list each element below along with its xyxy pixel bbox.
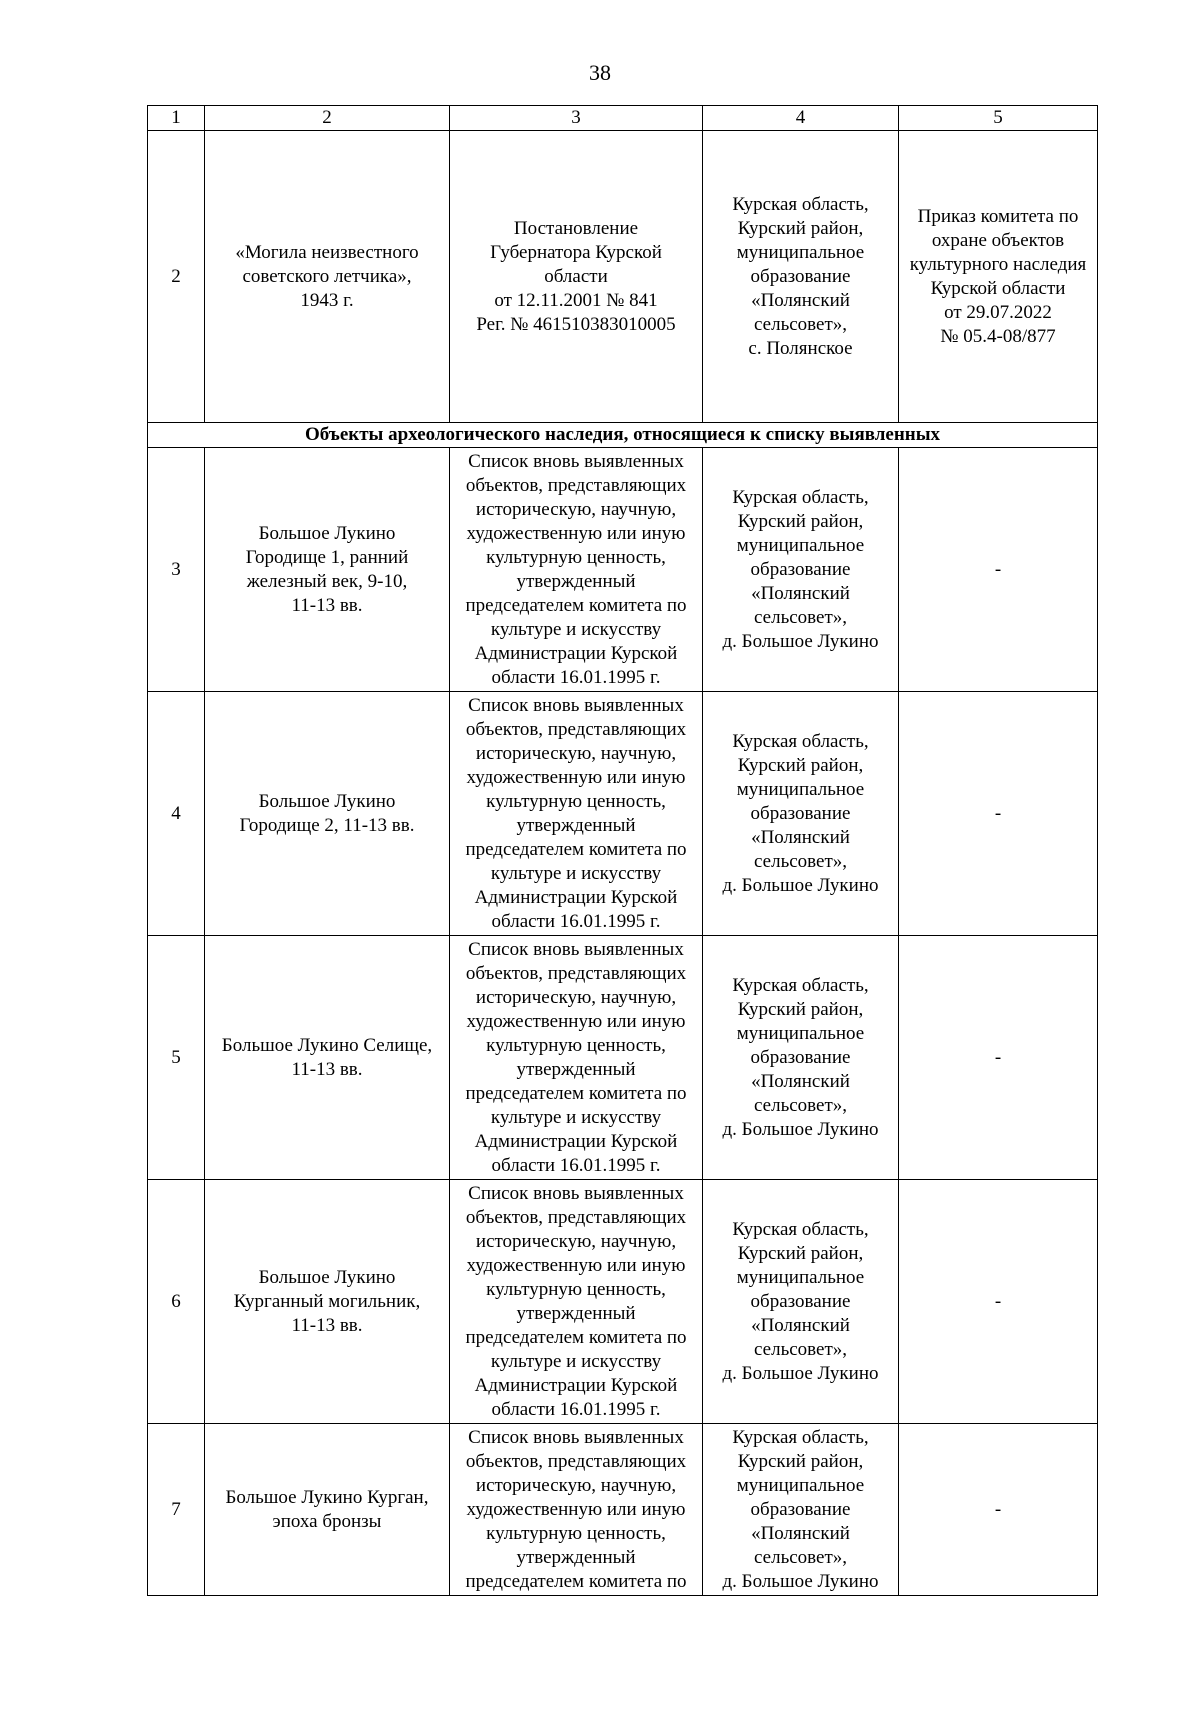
text-line: образование	[750, 265, 851, 287]
text-line: с. Полянское	[748, 337, 853, 359]
text-line: «Полянский	[751, 1522, 850, 1544]
object-name-cell	[205, 1424, 450, 1596]
text-line: художественную или иную	[466, 522, 686, 544]
text-line: образование	[750, 558, 851, 580]
column-number: 2	[205, 106, 450, 131]
text-line: Губернатора Курской	[490, 241, 662, 263]
location-cell	[703, 692, 899, 936]
heritage-objects-table	[147, 105, 1098, 1596]
text-line: Список вновь выявленных	[468, 1182, 684, 1204]
location-cell	[703, 1424, 899, 1596]
text-line: образование	[750, 802, 851, 824]
text-line: художественную или иную	[466, 1498, 686, 1520]
text-line: историческую, научную,	[475, 1474, 677, 1496]
text-line: историческую, научную,	[475, 1230, 677, 1252]
text-line: председателем комитета по	[465, 1326, 687, 1348]
text-line: Курский район,	[737, 217, 864, 239]
document-cell	[450, 936, 703, 1180]
order-cell: -	[899, 1180, 1098, 1424]
section-header-row	[148, 423, 1098, 448]
text-line: д. Большое Лукино	[722, 1118, 879, 1140]
text-line: Большое Лукино	[258, 522, 396, 544]
text-line: объектов, представляющих	[465, 718, 687, 740]
text-line: Курская область,	[732, 974, 869, 996]
text-line: художественную или иную	[466, 1254, 686, 1276]
document-cell	[450, 692, 703, 936]
text-line: Рег. № 461510383010005	[476, 313, 676, 335]
text-line: муниципальное	[736, 1474, 865, 1496]
object-name-cell	[205, 936, 450, 1180]
text-line: объектов, представляющих	[465, 474, 687, 496]
row-number: 5	[148, 936, 205, 1180]
location-cell	[703, 1180, 899, 1424]
text-line: от 29.07.2022	[944, 301, 1052, 323]
location-cell	[703, 131, 899, 423]
text-line: Большое Лукино Селище,	[221, 1034, 433, 1056]
column-number: 4	[703, 106, 899, 131]
text-line: сельсовет»,	[753, 1338, 848, 1360]
text-line: объектов, представляющих	[465, 1206, 687, 1228]
order-cell: -	[899, 1424, 1098, 1596]
text-line: д. Большое Лукино	[722, 1362, 879, 1384]
text-line: «Полянский	[751, 1314, 850, 1336]
text-line: Курская область,	[732, 1426, 869, 1448]
text-line: Курский район,	[737, 998, 864, 1020]
page-number: 38	[589, 60, 611, 85]
text-line: председателем комитета по	[465, 594, 687, 616]
text-line: охране объектов	[931, 229, 1065, 251]
column-number: 1	[148, 106, 205, 131]
text-line: Курганный могильник,	[233, 1290, 421, 1312]
text-line: Курская область,	[732, 1218, 869, 1240]
text-line: эпоха бронзы	[272, 1510, 382, 1532]
order-cell: -	[899, 448, 1098, 692]
text-line: объектов, представляющих	[465, 1450, 687, 1472]
text-line: «Полянский	[751, 1070, 850, 1092]
text-line: образование	[750, 1290, 851, 1312]
order-cell: -	[899, 936, 1098, 1180]
text-line: «Полянский	[751, 582, 850, 604]
object-name-cell	[205, 692, 450, 936]
text-line: Список вновь выявленных	[468, 450, 684, 472]
text-line: области 16.01.1995 г.	[491, 1398, 661, 1420]
text-line: Курская область,	[732, 193, 869, 215]
text-line: историческую, научную,	[475, 498, 677, 520]
row-number: 6	[148, 1180, 205, 1424]
text-line: муниципальное	[736, 241, 865, 263]
text-line: культуре и искусству	[490, 1106, 662, 1128]
text-line: муниципальное	[736, 778, 865, 800]
text-line: области 16.01.1995 г.	[491, 666, 661, 688]
text-line: образование	[750, 1046, 851, 1068]
text-line: Городище 1, ранний	[245, 546, 409, 568]
text-line: «Полянский	[751, 289, 850, 311]
text-line: муниципальное	[736, 1266, 865, 1288]
text-line: «Могила неизвестного	[235, 241, 419, 263]
table-row	[148, 936, 1098, 1180]
text-line: сельсовет»,	[753, 1546, 848, 1568]
text-line: д. Большое Лукино	[722, 630, 879, 652]
location-cell	[703, 448, 899, 692]
text-line: сельсовет»,	[753, 850, 848, 872]
text-line: № 05.4-08/877	[940, 325, 1056, 347]
document-cell	[450, 1180, 703, 1424]
object-name-cell	[205, 1180, 450, 1424]
text-line: сельсовет»,	[753, 1094, 848, 1116]
text-line: историческую, научную,	[475, 742, 677, 764]
text-line: советского летчика»,	[242, 265, 412, 287]
text-line: Список вновь выявленных	[468, 694, 684, 716]
text-line: от 12.11.2001 № 841	[494, 289, 658, 311]
location-cell	[703, 936, 899, 1180]
text-line: культурную ценность,	[486, 1278, 666, 1300]
text-line: 11-13 вв.	[291, 1314, 363, 1336]
text-line: области 16.01.1995 г.	[491, 1154, 661, 1176]
text-line: д. Большое Лукино	[722, 874, 879, 896]
text-line: Большое Лукино	[258, 790, 396, 812]
row-number: 3	[148, 448, 205, 692]
text-line: художественную или иную	[466, 1010, 686, 1032]
text-line: «Полянский	[751, 826, 850, 848]
text-line: области	[544, 265, 608, 287]
text-line: д. Большое Лукино	[722, 1570, 879, 1592]
text-line: утвержденный	[516, 1546, 636, 1568]
text-line: утвержденный	[516, 570, 636, 592]
text-line: культуре и искусству	[490, 862, 662, 884]
text-line: Список вновь выявленных	[468, 1426, 684, 1448]
text-line: председателем комитета по	[465, 838, 687, 860]
table-row	[148, 131, 1098, 423]
text-line: 11-13 вв.	[291, 594, 363, 616]
text-line: муниципальное	[736, 534, 865, 556]
text-line: утвержденный	[516, 814, 636, 836]
text-line: Администрации Курской	[474, 1130, 678, 1152]
text-line: культуре и искусству	[490, 1350, 662, 1372]
text-line: культурную ценность,	[486, 546, 666, 568]
text-line: утвержденный	[516, 1058, 636, 1080]
text-line: Городище 2, 11-13 вв.	[239, 814, 415, 836]
text-line: председателем комитета по	[465, 1082, 687, 1104]
text-line: 11-13 вв.	[291, 1058, 363, 1080]
text-line: образование	[750, 1498, 851, 1520]
text-line: Курская область,	[732, 486, 869, 508]
object-name-cell	[205, 448, 450, 692]
text-line: Курский район,	[737, 1450, 864, 1472]
text-line: области 16.01.1995 г.	[491, 910, 661, 932]
document-cell	[450, 448, 703, 692]
text-line: железный век, 9-10,	[246, 570, 408, 592]
text-line: историческую, научную,	[475, 986, 677, 1008]
document-cell	[450, 1424, 703, 1596]
text-line: культурного наследия	[909, 253, 1087, 275]
text-line: Список вновь выявленных	[468, 938, 684, 960]
column-number-row	[148, 106, 1098, 131]
text-line: Администрации Курской	[474, 642, 678, 664]
text-line: культурную ценность,	[486, 1034, 666, 1056]
text-line: Большое Лукино Курган,	[225, 1486, 429, 1508]
text-line: сельсовет»,	[753, 313, 848, 335]
text-line: председателем комитета по	[465, 1570, 687, 1592]
order-cell	[899, 131, 1098, 423]
text-line: Постановление	[513, 217, 639, 239]
table-row	[148, 692, 1098, 936]
text-line: объектов, представляющих	[465, 962, 687, 984]
text-line: художественную или иную	[466, 766, 686, 788]
text-line: Курский район,	[737, 510, 864, 532]
object-name-cell	[205, 131, 450, 423]
text-line: 1943 г.	[300, 289, 354, 311]
table-row	[148, 1180, 1098, 1424]
text-line: Большое Лукино	[258, 1266, 396, 1288]
section-header: Объекты археологического наследия, относящиеся к списку выявленных	[148, 423, 1098, 448]
column-number: 5	[899, 106, 1098, 131]
text-line: Администрации Курской	[474, 1374, 678, 1396]
text-line: муниципальное	[736, 1022, 865, 1044]
text-line: Курский район,	[737, 1242, 864, 1264]
text-line: Администрации Курской	[474, 886, 678, 908]
text-line: сельсовет»,	[753, 606, 848, 628]
row-number: 4	[148, 692, 205, 936]
column-number: 3	[450, 106, 703, 131]
row-number: 2	[148, 131, 205, 423]
text-line: Курской области	[930, 277, 1066, 299]
text-line: Курская область,	[732, 730, 869, 752]
text-line: культурную ценность,	[486, 1522, 666, 1544]
row-number: 7	[148, 1424, 205, 1596]
text-line: Курский район,	[737, 754, 864, 776]
order-cell: -	[899, 692, 1098, 936]
table-row	[148, 448, 1098, 692]
text-line: культурную ценность,	[486, 790, 666, 812]
table-row	[148, 1424, 1098, 1596]
text-line: Приказ комитета по	[917, 205, 1079, 227]
text-line: культуре и искусству	[490, 618, 662, 640]
text-line: утвержденный	[516, 1302, 636, 1324]
document-cell	[450, 131, 703, 423]
